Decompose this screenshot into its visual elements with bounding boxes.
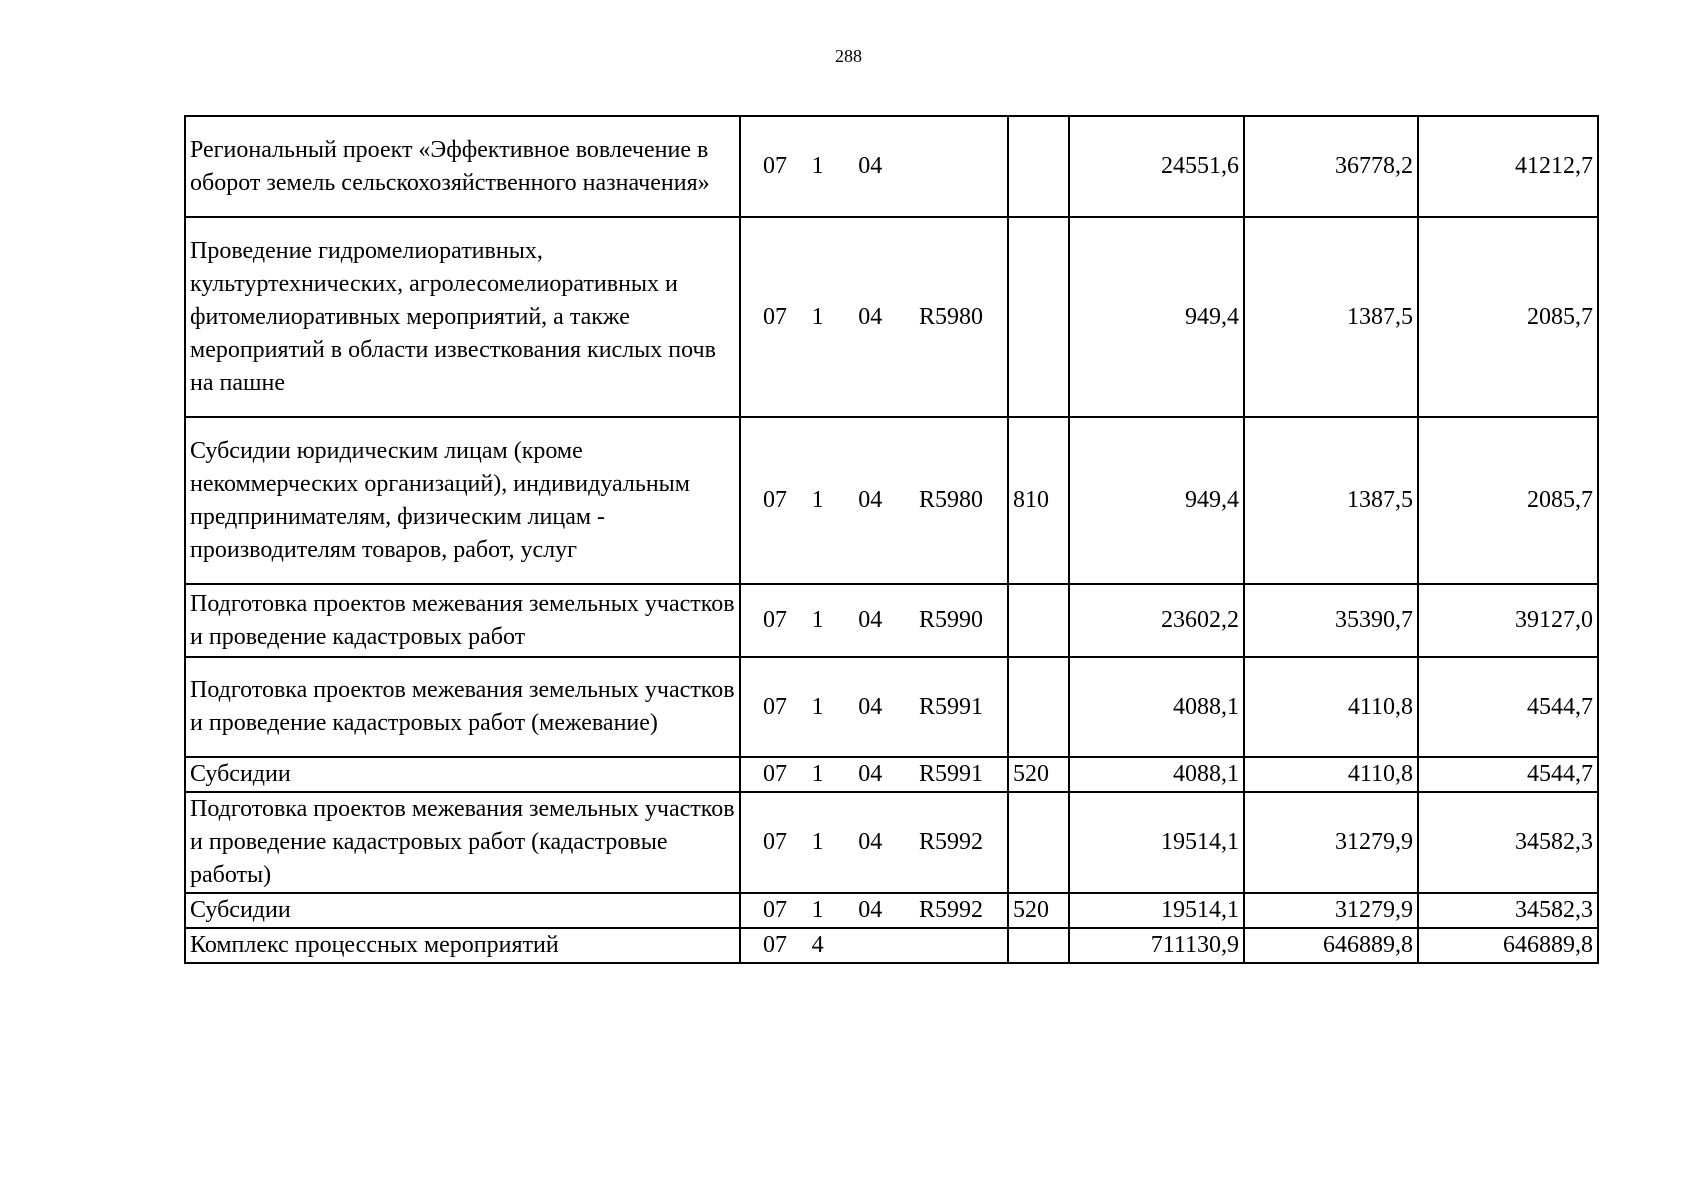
code-cluster bbox=[740, 657, 1008, 757]
target-code: R5992 bbox=[918, 829, 983, 855]
code-cluster bbox=[740, 417, 1008, 584]
target-code: R5992 bbox=[918, 897, 983, 923]
code-cluster bbox=[740, 584, 1008, 657]
row-name: Подготовка проектов межевания земельных участков и проведение кадастровых работ (межевание) bbox=[185, 657, 740, 757]
amount-year-2: 646889,8 bbox=[1244, 928, 1418, 963]
amount-year-3: 4544,7 bbox=[1418, 657, 1598, 757]
row-name: Региональный проект «Эффективное вовлечение в оборот земель сельскохозяйственного назначения» bbox=[185, 116, 740, 217]
vr-code: 810 bbox=[1008, 417, 1069, 584]
amount-year-1: 711130,9 bbox=[1069, 928, 1244, 963]
gp-code: 07 bbox=[763, 761, 787, 787]
pp-code: 1 bbox=[811, 607, 824, 633]
row-name: Подготовка проектов межевания земельных участков и проведение кадастровых работ bbox=[185, 584, 740, 657]
pp-code: 1 bbox=[811, 693, 824, 720]
gp-code: 07 bbox=[763, 487, 787, 513]
target-code: R5980 bbox=[918, 487, 983, 513]
sub-code: 04 bbox=[858, 693, 883, 720]
amount-year-3: 4544,7 bbox=[1418, 757, 1598, 792]
target-code: R5990 bbox=[918, 607, 983, 633]
row-name: Проведение гидромелиоративных, культуртехнических, агролесомелиоративных и фитомелиоративных мероприятий, а также мероприятий в области известкования кислых почв на пашне bbox=[185, 217, 740, 417]
vr-code bbox=[1008, 928, 1069, 963]
pp-code: 1 bbox=[811, 487, 824, 513]
vr-code: 520 bbox=[1008, 893, 1069, 928]
amount-year-3: 2085,7 bbox=[1418, 417, 1598, 584]
code-cluster bbox=[740, 217, 1008, 417]
amount-year-1: 949,4 bbox=[1069, 417, 1244, 584]
amount-year-2: 1387,5 bbox=[1244, 417, 1418, 584]
row-name: Подготовка проектов межевания земельных участков и проведение кадастровых работ (кадастровые работы) bbox=[185, 792, 740, 893]
target-code: R5980 bbox=[918, 303, 983, 330]
target-code: R5991 bbox=[918, 761, 983, 787]
gp-code: 07 bbox=[763, 829, 787, 855]
sub-code: 04 bbox=[858, 607, 883, 633]
row-name: Субсидии юридическим лицам (кроме некоммерческих организаций), индивидуальным предпринимателям, физическим лицам - производителям товаров, работ, услуг bbox=[185, 417, 740, 584]
vr-code bbox=[1008, 792, 1069, 893]
pp-code: 1 bbox=[811, 829, 824, 855]
table-row bbox=[185, 657, 1598, 757]
vr-code bbox=[1008, 116, 1069, 217]
amount-year-2: 35390,7 bbox=[1244, 584, 1418, 657]
amount-year-1: 23602,2 bbox=[1069, 584, 1244, 657]
gp-code: 07 bbox=[763, 153, 787, 179]
gp-code: 07 bbox=[763, 303, 787, 330]
amount-year-1: 949,4 bbox=[1069, 217, 1244, 417]
amount-year-1: 4088,1 bbox=[1069, 657, 1244, 757]
amount-year-2: 4110,8 bbox=[1244, 657, 1418, 757]
table-row bbox=[185, 116, 1598, 217]
amount-year-2: 4110,8 bbox=[1244, 757, 1418, 792]
code-cluster bbox=[740, 792, 1008, 893]
amount-year-1: 19514,1 bbox=[1069, 792, 1244, 893]
table-row bbox=[185, 584, 1598, 657]
sub-code: 04 bbox=[858, 829, 883, 855]
amount-year-3: 646889,8 bbox=[1418, 928, 1598, 963]
pp-code: 1 bbox=[811, 153, 824, 179]
amount-year-2: 31279,9 bbox=[1244, 893, 1418, 928]
budget-table bbox=[184, 115, 1599, 964]
gp-code: 07 bbox=[763, 693, 787, 720]
amount-year-3: 2085,7 bbox=[1418, 217, 1598, 417]
table-row bbox=[185, 217, 1598, 417]
amount-year-3: 34582,3 bbox=[1418, 893, 1598, 928]
table-row bbox=[185, 417, 1598, 584]
gp-code: 07 bbox=[763, 932, 787, 958]
code-cluster bbox=[740, 893, 1008, 928]
code-cluster bbox=[740, 928, 1008, 963]
code-cluster bbox=[740, 757, 1008, 792]
gp-code: 07 bbox=[763, 607, 787, 633]
code-cluster bbox=[740, 116, 1008, 217]
amount-year-2: 31279,9 bbox=[1244, 792, 1418, 893]
amount-year-1: 4088,1 bbox=[1069, 757, 1244, 792]
pp-code: 1 bbox=[811, 761, 824, 787]
amount-year-2: 1387,5 bbox=[1244, 217, 1418, 417]
gp-code: 07 bbox=[763, 897, 787, 923]
row-name: Субсидии bbox=[185, 893, 740, 928]
vr-code bbox=[1008, 657, 1069, 757]
target-code: R5991 bbox=[918, 693, 983, 720]
table-row bbox=[185, 792, 1598, 893]
sub-code: 04 bbox=[858, 897, 883, 923]
sub-code: 04 bbox=[858, 761, 883, 787]
table-row bbox=[185, 757, 1598, 792]
pp-code: 1 bbox=[811, 897, 824, 923]
pp-code: 1 bbox=[811, 303, 824, 330]
amount-year-1: 19514,1 bbox=[1069, 893, 1244, 928]
amount-year-3: 41212,7 bbox=[1418, 116, 1598, 217]
amount-year-2: 36778,2 bbox=[1244, 116, 1418, 217]
sub-code: 04 bbox=[858, 487, 883, 513]
sub-code: 04 bbox=[858, 303, 883, 330]
amount-year-3: 39127,0 bbox=[1418, 584, 1598, 657]
table-row bbox=[185, 928, 1598, 963]
amount-year-1: 24551,6 bbox=[1069, 116, 1244, 217]
table-row bbox=[185, 893, 1598, 928]
amount-year-3: 34582,3 bbox=[1418, 792, 1598, 893]
row-name: Комплекс процессных мероприятий bbox=[185, 928, 740, 963]
vr-code bbox=[1008, 217, 1069, 417]
vr-code: 520 bbox=[1008, 757, 1069, 792]
vr-code bbox=[1008, 584, 1069, 657]
page-number: 288 bbox=[835, 46, 862, 66]
sub-code: 04 bbox=[858, 153, 883, 179]
row-name: Субсидии bbox=[185, 757, 740, 792]
pp-code: 4 bbox=[811, 932, 824, 958]
